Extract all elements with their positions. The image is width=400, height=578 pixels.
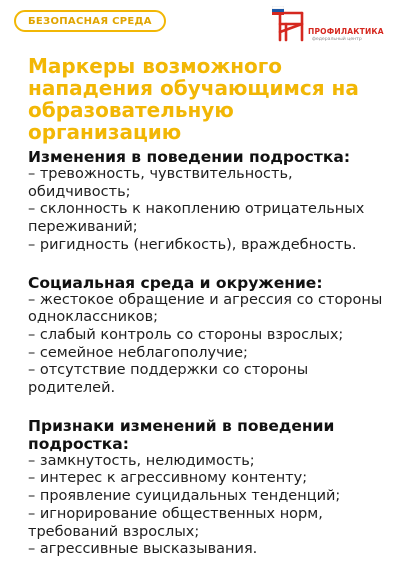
- section-heading: Признаки изменений в поведении подростка:: [28, 416, 335, 453]
- content: [28, 148, 388, 578]
- marker-list: [28, 166, 388, 255]
- list-item: – игнорирование общественных норм, требований взрослых;: [28, 505, 323, 540]
- list-item: – тревожность, чувствительность, обидчивость;: [28, 166, 293, 200]
- list-item: – проявление суицидальных тенденций;: [28, 488, 341, 505]
- list-item: – семейное неблагополучие;: [28, 344, 248, 361]
- brand-subtitle: федеральный центр: [312, 37, 362, 42]
- brand-logo: [272, 6, 390, 46]
- category-badge: [14, 10, 166, 32]
- list-item: – отсутствие поддержки со стороны родителей.: [28, 362, 309, 397]
- section-heading: Социальная среда и окружение:: [28, 273, 323, 292]
- category-badge-label: БЕЗОПАСНАЯ СРЕДА: [28, 15, 152, 27]
- list-item: – жестокое обращение и агрессия со стороны одноклассников;: [28, 291, 383, 326]
- section-behavior-changes: [28, 148, 388, 255]
- list-item: – склонность к накоплению отрицательных переживаний;: [28, 201, 365, 236]
- section-behavior-signs: [28, 417, 388, 559]
- section-social-environment: [28, 274, 388, 398]
- list-item: – интерес к агрессивному контенту;: [28, 470, 308, 487]
- list-item: – ригидность (негибкость), враждебность.: [28, 236, 357, 253]
- brand-name: ПРОФИЛАКТИКА: [308, 27, 384, 36]
- list-item: – слабый контроль со стороны взрослых;: [28, 326, 344, 343]
- section-heading: Изменения в поведении подростка:: [28, 148, 351, 166]
- list-item: – агрессивные высказывания.: [28, 541, 258, 558]
- page-title: Маркеры возможного нападения обучающимся на образовательную организацию: [28, 54, 359, 144]
- marker-list: [28, 292, 388, 398]
- list-item: – замкнутость, нелюдимость;: [28, 452, 255, 469]
- marker-list: [28, 453, 388, 559]
- flag-icon: [272, 6, 284, 15]
